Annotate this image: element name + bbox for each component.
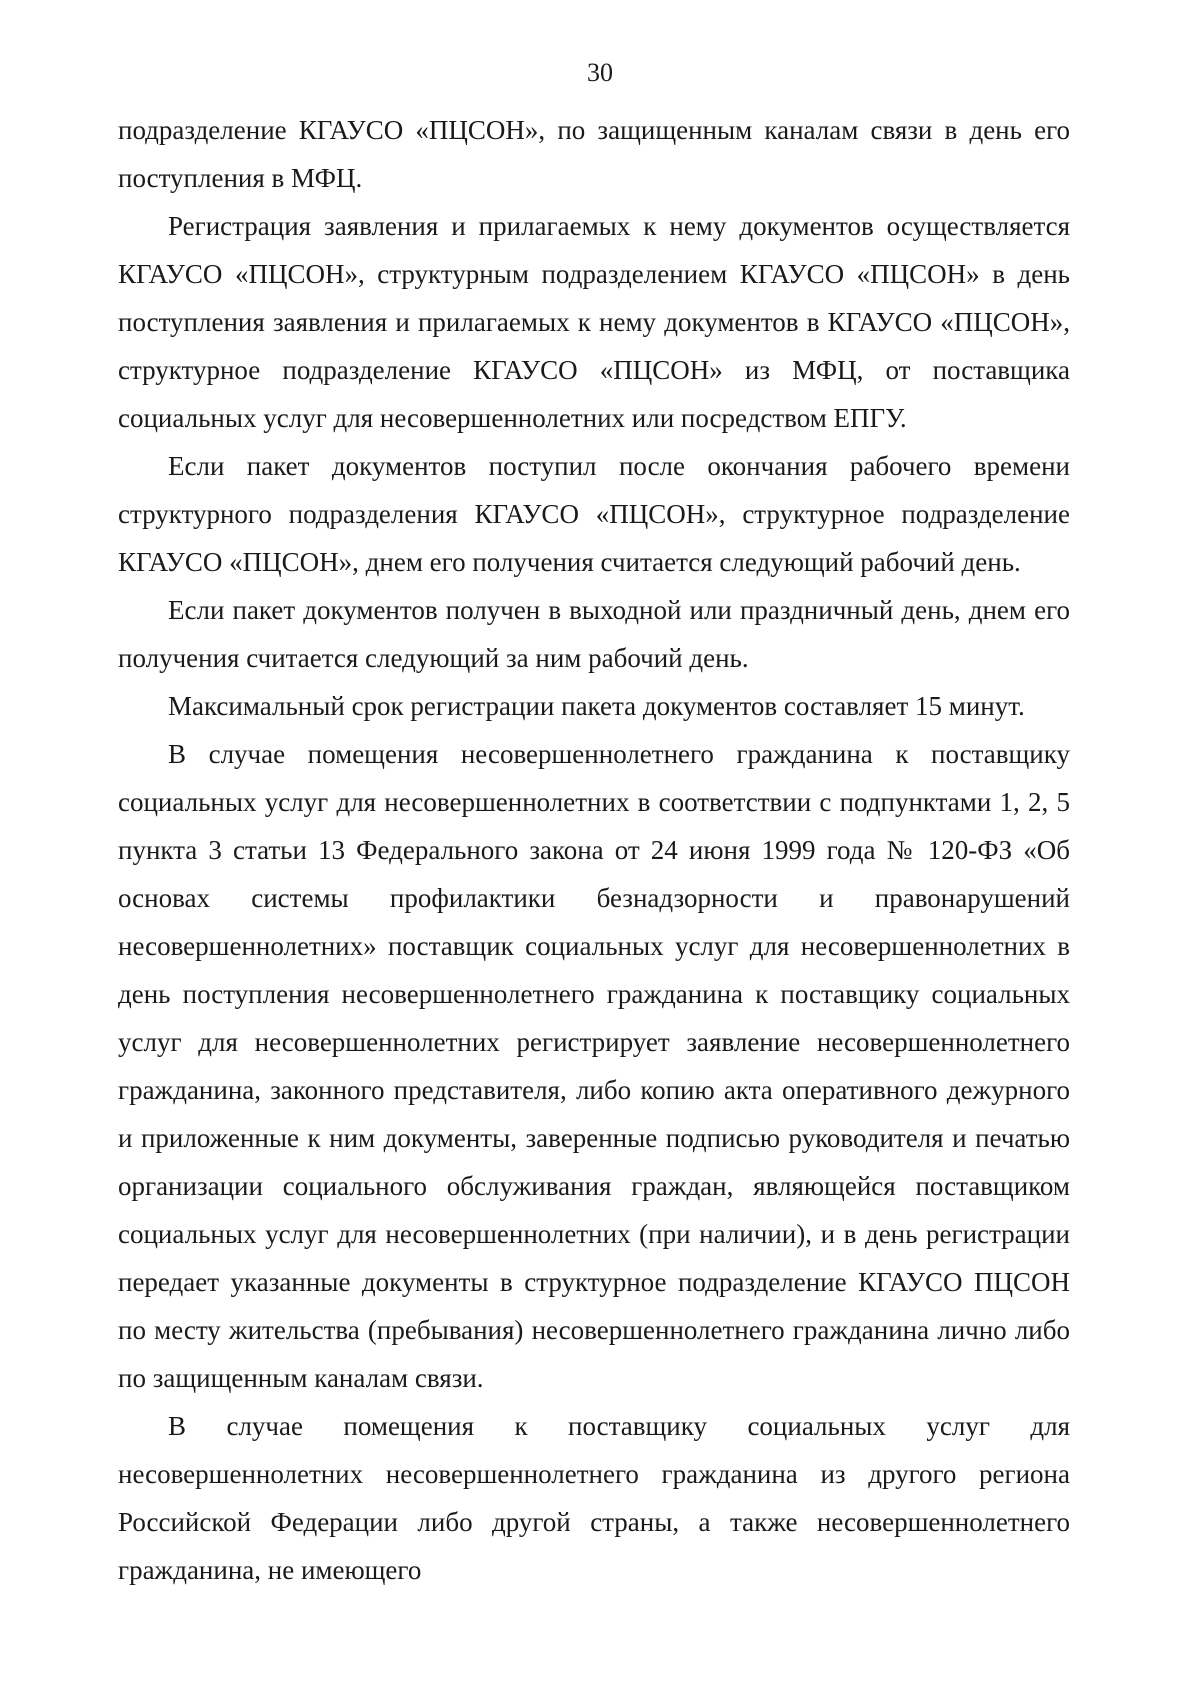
page-number: 30 [587, 58, 613, 87]
paragraph-holiday: Если пакет документов получен в выходной или праздничный день, днем его получения считается следующий за ним рабочий день. [118, 595, 1070, 673]
paragraph-registration: Регистрация заявления и прилагаемых к нему документов осуществляется КГАУСО «ПЦСОН», структурным подразделением КГАУСО «ПЦСОН» в день поступления заявления и прилагаемых к нему документов в КГАУСО «ПЦСОН», структурное подразделение КГАУСО «ПЦСОН» из МФЦ, от поставщика социальных услуг для несовершеннолетних или посредством ЕПГУ. [118, 211, 1070, 433]
paragraph-after-hours: Если пакет документов поступил после окончания рабочего времени структурного подразделения КГАУСО «ПЦСОН», структурное подразделение КГАУСО «ПЦСОН», днем его получения считается следующий рабочий день. [118, 451, 1070, 577]
document-body [118, 106, 1070, 1594]
paragraph-minor-placement: В случае помещения несовершеннолетнего гражданина к поставщику социальных услуг для несовершеннолетних в соответствии с подпунктами 1, 2, 5 пункта 3 статьи 13 Федерального закона от 24 июня 1999 года № 120-ФЗ «Об основах системы профилактики безнадзорности и правонарушений несовершеннолетних» поставщик социальных услуг для несовершеннолетних в день поступления несовершеннолетнего гражданина к поставщику социальных услуг для несовершеннолетних регистрирует заявление несовершеннолетнего гражданина, законного представителя, либо копию акта оперативного дежурного и приложенные к ним документы, заверенные подписью руководителя и печатью организации социального обслуживания граждан, являющейся поставщиком социальных услуг для несовершеннолетних (при наличии), и в день регистрации передает указанные документы в структурное подразделение КГАУСО ПЦСОН по месту жительства (пребывания) несовершеннолетнего гражданина лично либо по защищенным каналам связи. [118, 739, 1070, 1393]
paragraph-other-region: В случае помещения к поставщику социальных услуг для несовершеннолетних несовершеннолетнего гражданина из другого региона Российской Федерации либо другой страны, а также несовершеннолетнего гражданина, не имеющего [118, 1411, 1070, 1585]
paragraph-continuation: подразделение КГАУСО «ПЦСОН», по защищенным каналам связи в день его поступления в МФЦ. [118, 115, 1070, 193]
paragraph-max-time: Максимальный срок регистрации пакета документов составляет 15 минут. [168, 691, 1025, 721]
